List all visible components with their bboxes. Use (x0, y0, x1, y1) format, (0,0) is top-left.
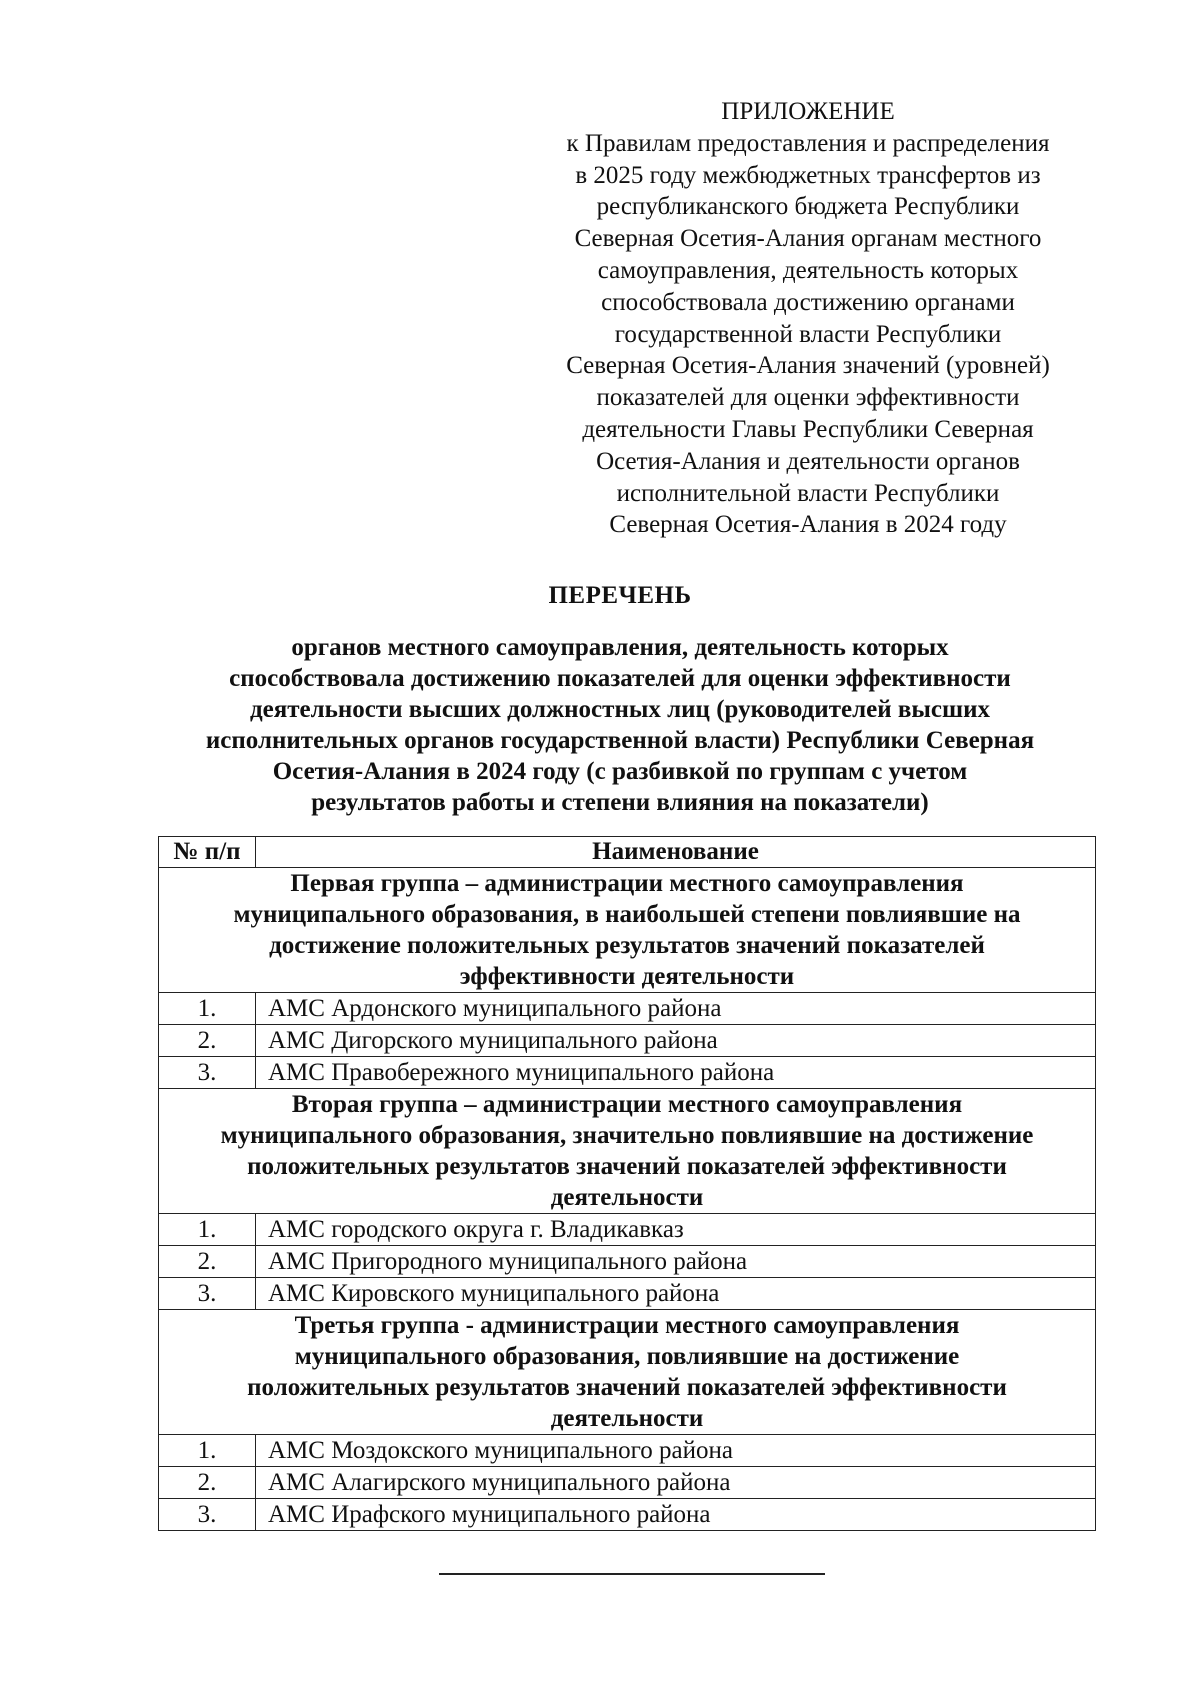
group-title-line: положительных результатов значений показателей эффективности (247, 1374, 1007, 1401)
table-row (159, 1467, 1096, 1499)
table-row (159, 1025, 1096, 1057)
subtitle-line: исполнительных органов государственной власти) Республики Северная (205, 727, 1035, 754)
group-title (159, 868, 1096, 993)
appendix-heading: ПРИЛОЖЕНИЕ (721, 98, 895, 125)
header-number: № п/п (159, 837, 256, 868)
group-title-line: положительных результатов значений показателей эффективности (247, 1153, 1007, 1180)
table-row (159, 993, 1096, 1025)
subtitle-line: органов местного самоуправления, деятельность которых (291, 634, 949, 661)
row-number: 1. (159, 1214, 256, 1246)
table-row (159, 1499, 1096, 1531)
row-name: АМС Ирафского муниципального района (256, 1499, 1096, 1531)
subtitle-line: Осетия-Алания в 2024 году (с разбивкой по группам с учетом (272, 758, 968, 785)
group-header-row (159, 868, 1096, 993)
appendix-line: в 2025 году межбюджетных трансфертов из (575, 161, 1041, 189)
group-title-line: муниципального образования, значительно повлиявшие на достижение (220, 1122, 1034, 1149)
row-number: 2. (159, 1025, 256, 1057)
header-name: Наименование (256, 837, 1096, 868)
row-name: АМС Моздокского муниципального района (256, 1435, 1096, 1467)
group-title-line: Первая группа – администрации местного самоуправления (290, 870, 964, 897)
appendix-line: деятельности Главы Республики Северная (582, 415, 1034, 443)
group-title-line: достижение положительных результатов значений показателей (269, 932, 985, 959)
appendix-line: Осетия-Алания и деятельности органов (596, 447, 1020, 475)
appendix-line: государственной власти Республики (614, 320, 1002, 348)
end-divider (439, 1573, 825, 1575)
row-number: 2. (159, 1467, 256, 1499)
row-name: АМС Пригородного муниципального района (256, 1246, 1096, 1278)
appendix-block (538, 96, 1078, 541)
appendix-line: Северная Осетия-Алания значений (уровней) (566, 352, 1050, 380)
group-title-line: деятельности (550, 1405, 704, 1432)
row-name: АМС Дигорского муниципального района (256, 1025, 1096, 1057)
appendix-line: самоуправления, деятельность которых (597, 256, 1019, 284)
table-row (159, 1278, 1096, 1310)
row-number: 1. (159, 993, 256, 1025)
group-header-row (159, 1310, 1096, 1435)
appendix-line: республиканского бюджета Республики (596, 193, 1020, 221)
row-name: АМС Ардонского муниципального района (256, 993, 1096, 1025)
group-title-line: муниципального образования, в наибольшей степени повлиявшие на (233, 901, 1021, 928)
document-subtitle (130, 632, 1110, 818)
document-title: ПЕРЕЧЕНЬ (548, 582, 692, 609)
row-number: 1. (159, 1435, 256, 1467)
subtitle-line: деятельности высших должностных лиц (руководителей высших (249, 696, 990, 723)
row-number: 3. (159, 1057, 256, 1089)
group-title-line: эффективности деятельности (459, 963, 795, 990)
subtitle-line: способствовала достижению показателей для оценки эффективности (229, 665, 1011, 692)
row-name: АМС Алагирского муниципального района (256, 1467, 1096, 1499)
group-title-line: муниципального образования, повлиявшие на достижение (294, 1343, 960, 1370)
group-header-row (159, 1089, 1096, 1214)
appendix-line: способствовала достижению органами (601, 288, 1015, 316)
group-title-line: Третья группа - администрации местного самоуправления (294, 1312, 960, 1339)
appendix-line: Северная Осетия-Алания органам местного (574, 225, 1042, 253)
group-title-line: деятельности (550, 1184, 704, 1211)
row-name: АМС Кировского муниципального района (256, 1278, 1096, 1310)
table-row (159, 1214, 1096, 1246)
appendix-line: исполнительной власти Республики (616, 479, 1000, 507)
table-row (159, 1057, 1096, 1089)
row-number: 3. (159, 1278, 256, 1310)
table-header-row (159, 837, 1096, 868)
appendix-line: показателей для оценки эффективности (596, 384, 1020, 412)
row-number: 2. (159, 1246, 256, 1278)
group-title-line: Вторая группа – администрации местного самоуправления (291, 1091, 963, 1118)
group-title (159, 1089, 1096, 1214)
table-row (159, 1246, 1096, 1278)
row-name: АМС Правобережного муниципального района (256, 1057, 1096, 1089)
table-row (159, 1435, 1096, 1467)
organizations-table (158, 836, 1096, 1531)
subtitle-line: результатов работы и степени влияния на показатели) (311, 789, 929, 816)
appendix-line: к Правилам предоставления и распределения (566, 129, 1050, 157)
row-number: 3. (159, 1499, 256, 1531)
row-name: АМС городского округа г. Владикавказ (256, 1214, 1096, 1246)
group-title (159, 1310, 1096, 1435)
appendix-line: Северная Осетия-Алания в 2024 году (609, 511, 1007, 539)
